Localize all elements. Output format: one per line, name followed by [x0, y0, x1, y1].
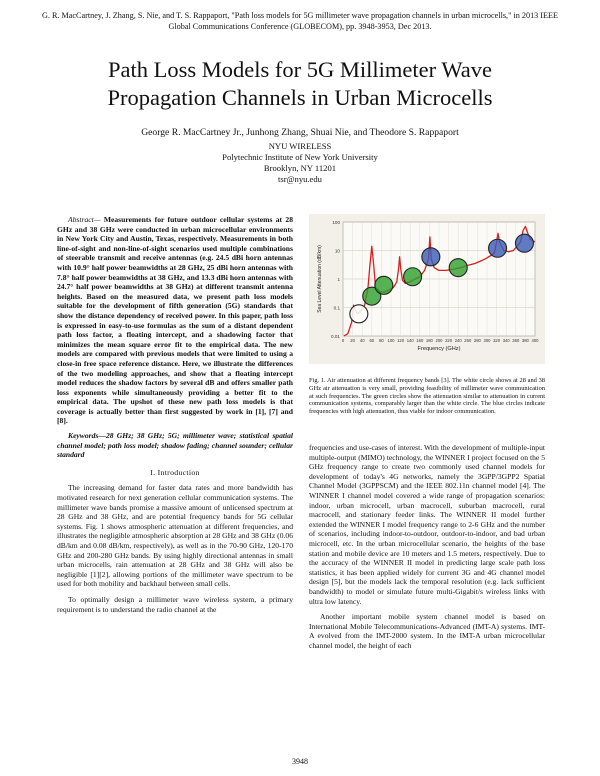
x-tick-label: 360: [512, 338, 520, 343]
figure-1-caption: Fig. 1. Air attenuation at different frequency bands [3]. The white circle shows at 28 and 38 GHz air attenuation is very small, providing feasibility of millimeter wave communication at such frequencies. The green circles show the attenuation similar to attenuation in current communication systems, comparably larger than the white circle. The blue circles indicate frequencies with high attenuation, thus viable for indoor communication.: [309, 377, 545, 416]
x-tick-label: 260: [464, 338, 472, 343]
affiliation-city: Brooklyn, NY 11201: [263, 163, 337, 173]
x-tick-label: 140: [406, 338, 414, 343]
y-tick-label: 1: [337, 277, 340, 282]
green-circle-marker: [375, 276, 393, 294]
x-tick-label: 60: [369, 338, 375, 343]
title-line-1: Path Loss Models for 5G Millimeter Wave: [108, 57, 492, 82]
paper-title: [60, 56, 540, 112]
x-tick-label: 200: [435, 338, 443, 343]
x-tick-label: 280: [473, 338, 481, 343]
abstract-text: Measurements for future outdoor cellular systems at 28 GHz and 38 GHz were conducted in urban microcellular environments in New York City and Austin, Texas, respectively. Measurements in both line-of-sight and non-line-of-sight scenarios used multiple combinations of steerable transmit and receive antennas (e.g. 24.5 dBi horn antennas with 10.9° half power beamwidths at 28 GHz, 25 dBi horn antennas with 7.8° half power beamwidths at 38 GHz, and 13.3 dBi horn antennas with 24.7° half power beamwidths at 38 GHz) at different transmit antenna heights. Based on the measured data, we present path loss models suitable for the development of fifth generation (5G) standards that show the distance dependency of received power. In this paper, path loss is expressed in easy-to-use formulas as the sum of a distant dependent path loss factor, a floating intercept, and a shadowing factor that minimizes the mean square error fit to the empirical data. The new models are compared with previous models that were limited to using a close-in free space reference distance. Here, we illustrate the differences of the two modeling approaches, and show that a floating intercept model reduces the shadow factors by several dB and offers smaller path loss exponents while simultaneously providing a better fit to the empirical data. The upshot of these new path loss models is that coverage is actually better than first suggested by work in [1], [7] and [8].: [57, 215, 293, 426]
x-tick-label: 380: [521, 338, 529, 343]
y-axis-label: Sea Level Attenuation (dB/km): [317, 245, 323, 313]
x-tick-label: 40: [359, 338, 365, 343]
x-tick-label: 300: [483, 338, 491, 343]
intro-paragraph-2: To optimally design a millimeter wave wireless system, a primary requirement is to understand the radio channel at the: [57, 594, 293, 614]
figure-1-chart: [309, 214, 545, 364]
x-tick-label: 160: [416, 338, 424, 343]
x-tick-label: 80: [379, 338, 384, 343]
green-circle-marker: [404, 268, 422, 286]
green-circle-marker: [449, 259, 467, 277]
x-tick-label: 100: [387, 338, 395, 343]
citation-header: G. R. MacCartney, J. Zhang, S. Nie, and T. S. Rappaport, "Path loss models for 5G millimeter wave propagation channels in urban microcells," in 2013 IEEE Global Communications Conference (GLOBECOM), pp. 3948-3953, Dec 2013.: [41, 11, 559, 31]
x-tick-label: 240: [454, 338, 462, 343]
y-tick-label: 0.1: [333, 305, 340, 311]
blue-circle-marker: [489, 239, 507, 257]
keywords: [57, 431, 293, 460]
affiliation-email: tsr@nyu.edu: [278, 174, 322, 184]
section-heading-introduction: I. Introduction: [150, 467, 200, 477]
blue-circle-marker: [422, 248, 440, 266]
x-tick-label: 120: [397, 338, 405, 343]
abstract: [57, 215, 293, 426]
body-paragraph-1: frequencies and use-cases of interest. With the development of multiple-input multiple-output (MIMO) technology, the WINNER I project focused on the 5 GHz frequency range to create two commonly used channel models for development of today's 4G networks, namely the 3GPP/3GPP2 Spatial Channel Model (3GPPSCM) and the IEEE 802.11n channel model [4]. The WINNER I channel model covered a wide range of propagation scenarios: indoor, urban microcell, urban macrocell, suburban macrocell, rural macrocell, and stationary feeder links. The WINNER II model further extended the WINNER I model frequency range to 2-6 GHz and the number of scenarios, including indoor-to-outdoor, outdoor-to-indoor, and bad urban microcell, etc. In the urban microcellular scenario, the heights of the base station and mobile device are 10 meters and 1.5 meters, respectively. Due to the accuracy of the WINNER II model in predicting large scale path loss statistics, it has been applied widely for current 3G and 4G channel model design [5], but the models lack the temporal resolution (e.g. lack sufficient bandwidth) to model or simulate future multi-Gigabit/s wireless links with ultra low latency.: [309, 443, 545, 606]
intro-paragraph-1: The increasing demand for faster data rates and more bandwidth has motivated research for next generation cellular communication systems. The millimeter wave bands promise a massive amount of unlicensed spectrum at 28 GHz and 38 GHz, and are potential frequency bands for 5G cellular systems. Fig. 1 shows atmospheric attenuation at different frequencies, and illustrates the negligible atmospheric absorption at 28 GHz and 38 GHz (0.06 dB/km and 0.08 dB/km, respectively), as well as in the 70-90 GHz, 120-170 GHz and 200-280 GHz bands. By using highly directional antennas in small urban microcells, rain attenuation at 28 GHz and 38 GHz will also be negligible [1][2], allowing portions of the millimeter wave spectrum to be used for both mobility and backhaul between small cells.: [57, 483, 293, 589]
white-circle-marker: [350, 305, 368, 323]
x-tick-label: 220: [445, 338, 453, 343]
right-column: [309, 443, 545, 650]
affiliation: [200, 141, 400, 185]
author-list: George R. MacCartney Jr., Junhong Zhang, Shuai Nie, and Theodore S. Rappaport: [141, 127, 459, 138]
abstract-label: Abstract—: [68, 215, 101, 224]
y-tick-label: 0.01: [331, 334, 340, 339]
attenuation-chart-svg: [309, 214, 545, 364]
affiliation-lab: NYU WIRELESS: [268, 141, 332, 151]
y-tick-label: 10: [334, 248, 340, 254]
keywords-label: Keywords—: [68, 431, 106, 441]
affiliation-institute: Polytechnic Institute of New York University: [222, 152, 378, 162]
x-tick-label: 400: [531, 338, 539, 343]
body-paragraph-2: Another important mobile system channel model is based on International Mobile Telecommunications-Advanced (IMT-A) systems. IMT-A evolved from the IMT-2000 system. In the IMT-A urban microcellular channel model, the height of each: [309, 612, 545, 650]
y-tick-label: 100: [332, 220, 340, 225]
x-tick-label: 180: [425, 338, 433, 343]
blue-circle-marker: [515, 234, 533, 252]
title-line-2: Propagation Channels in Urban Microcells: [107, 85, 493, 110]
left-column: [57, 215, 293, 614]
x-tick-label: 320: [493, 338, 501, 343]
keywords-text: 28 GHz; 38 GHz; 5G; millimeter wave; statistical spatial channel model; path loss model; shadow fading; channel sounder; cellular standard: [57, 431, 293, 460]
x-tick-label: 20: [350, 338, 355, 343]
x-axis-label: Frequency (GHz): [417, 346, 461, 352]
x-tick-label: 0: [341, 338, 345, 343]
page-number: 3948: [292, 757, 308, 766]
x-tick-label: 340: [502, 338, 510, 343]
